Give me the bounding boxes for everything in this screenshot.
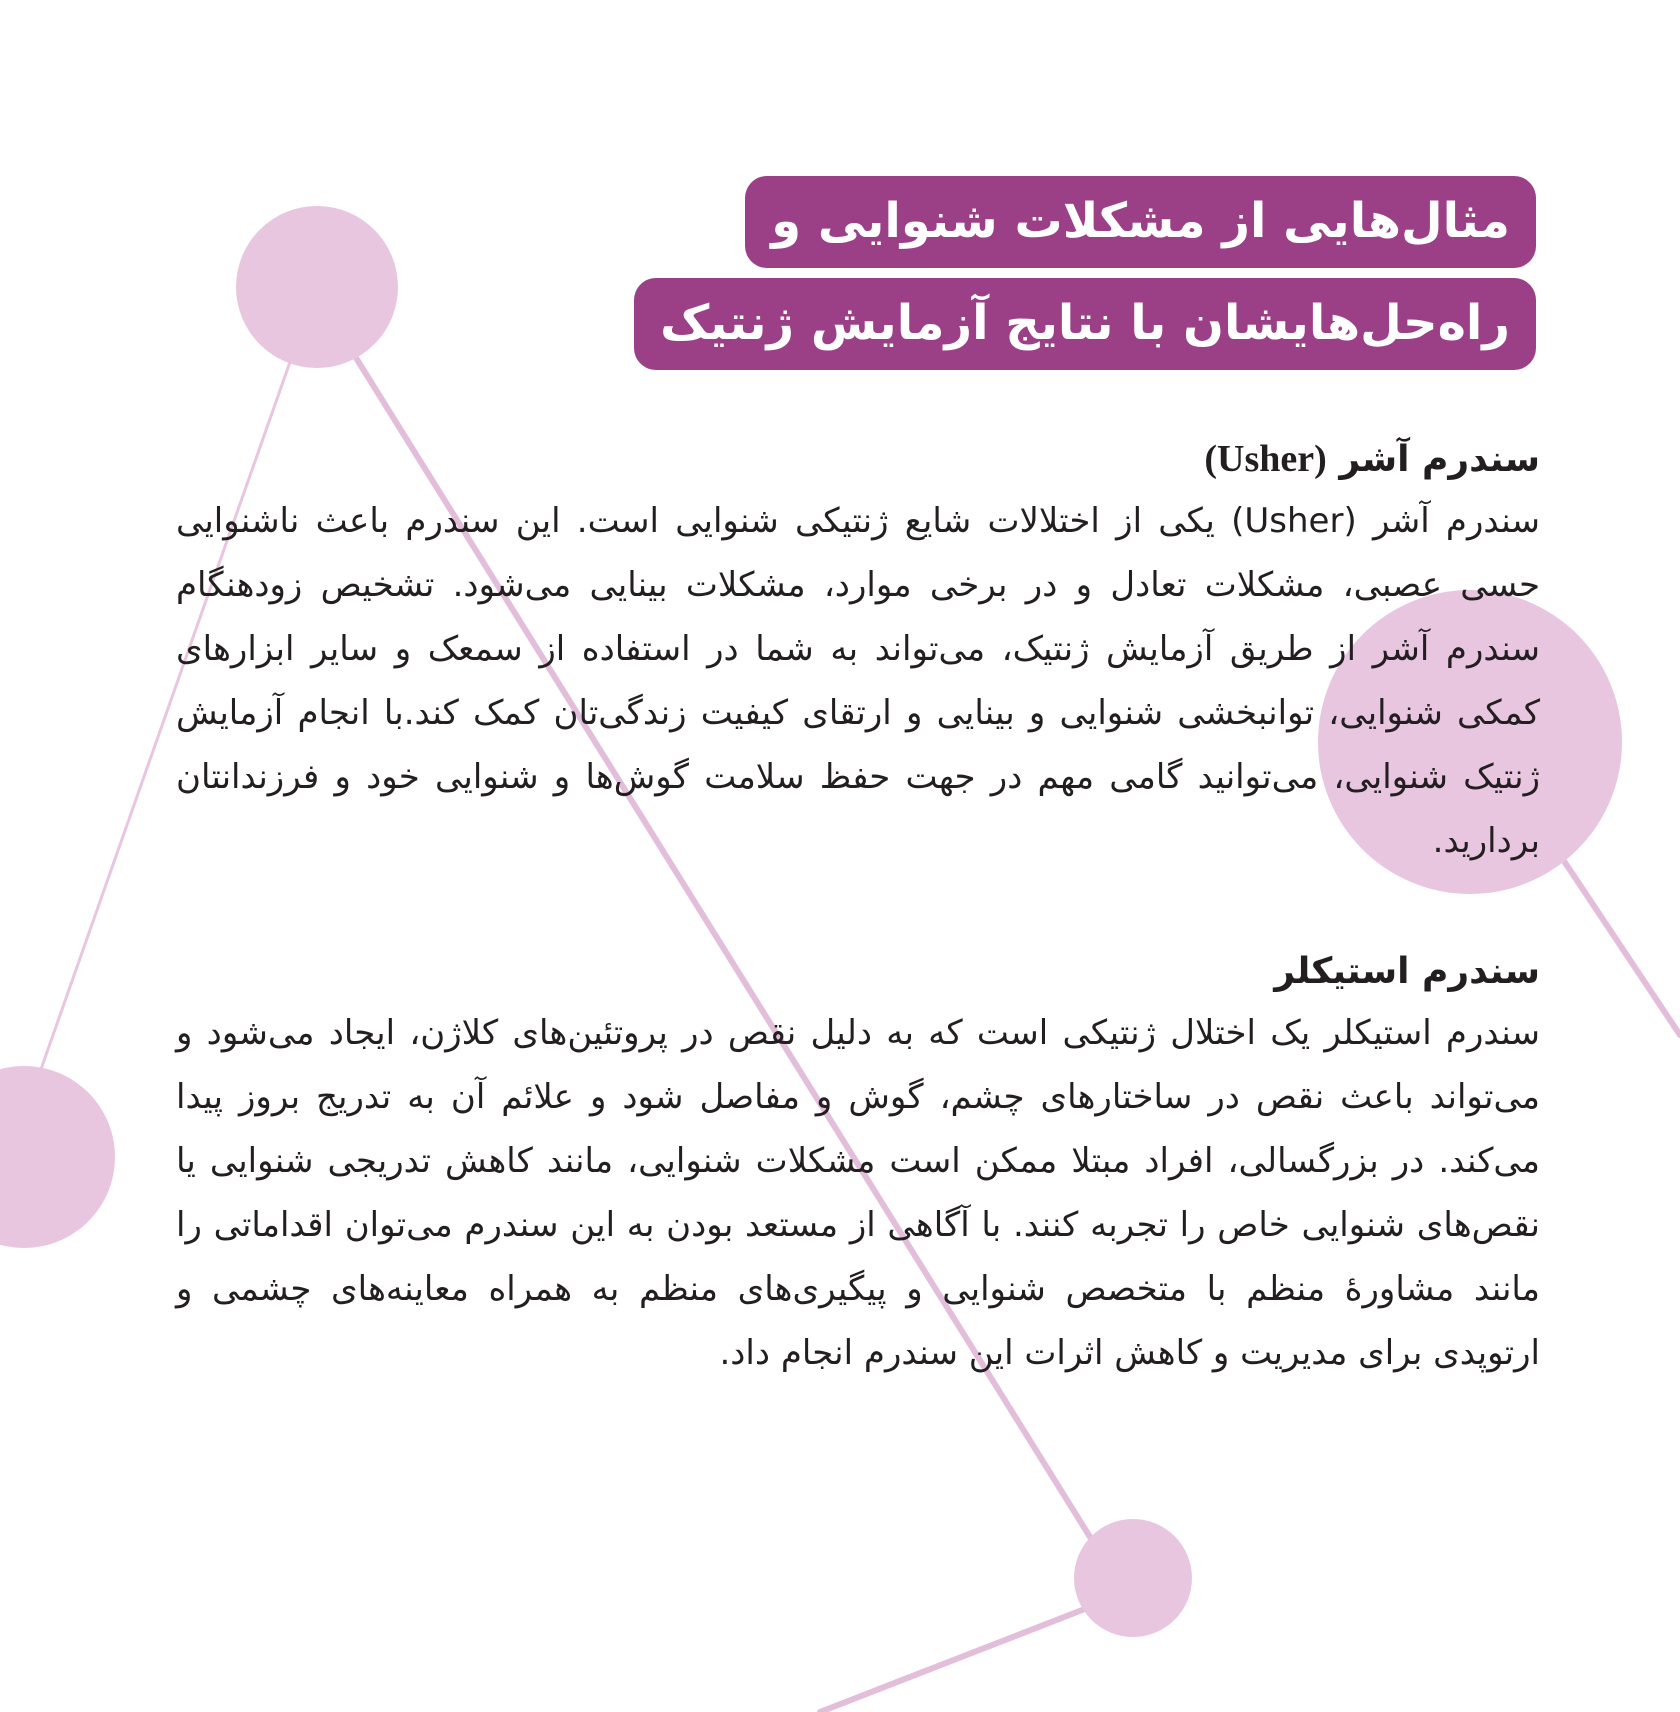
title-line-2: راه‌حل‌هایشان با نتایج آزمایش ژنتیک: [634, 278, 1536, 370]
section-paragraph-stickler: سندرم استیکلر یک اختلال ژنتیکی است که به دلیل نقص در پروتئین‌های کلاژن، ایجاد می‌شود و می‌تواند باعث نقص در ساختارهای چشم، گوش و مفاصل شود و علائم آن به تدریج بروز پیدا می‌کند. در بزرگسالی، افراد مبتلا ممکن است مشکلات شنوایی، مانند کاهش تدریجی شنوایی یا نقص‌های شنوایی خاص را تجربه کنند. با آگاهی از مستعد بودن به این سندرم می‌توان اقداماتی را مانند مشاورهٔ منظم با متخصص شنوایی و پیگیری‌های منظم به همراه معاینه‌های چشمی و ارتوپدی برای مدیریت و کاهش اثرات این سندرم انجام داد.: [176, 1013, 1540, 1373]
decor-circle: [1074, 1519, 1192, 1637]
title-line-1: مثال‌هایی از مشکلات شنوایی و: [745, 176, 1536, 268]
section-heading-text: سندرم استیکلر: [1274, 951, 1540, 992]
section-heading-english: (Usher): [1204, 438, 1327, 480]
section-paragraph-usher: سندرم آشر (Usher) یکی از اختلالات شایع ژنتیکی شنوایی است. این سندرم باعث ناشنوایی حسی عصبی، مشکلات تعادل و در برخی موارد، مشکلات بینایی می‌شود. تشخیص زودهنگام سندرم آشر از طریق آزمایش ژنتیک، می‌تواند به شما در استفاده از سمعک و سایر ابزارهای کمکی شنوایی، توانبخشی شنوایی و بینایی و ارتقای کیفیت زندگی‌تان کمک کند.با انجام آزمایش ژنتیک شنوایی، می‌توانید گامی مهم در جهت حفظ سلامت گوش‌ها و شنوایی خود و فرزندانتان بردارید.: [176, 501, 1540, 861]
connector-line: [820, 1605, 1095, 1712]
section-heading-stickler: [176, 943, 1540, 1001]
section-spacer: [176, 873, 1540, 943]
section-heading-text: سندرم آشر: [1339, 439, 1540, 480]
page-title: [634, 176, 1536, 370]
article-body: [176, 430, 1540, 1385]
section-heading-usher: [176, 430, 1540, 489]
decor-circle: [236, 206, 398, 368]
decor-circle: [0, 1066, 115, 1248]
